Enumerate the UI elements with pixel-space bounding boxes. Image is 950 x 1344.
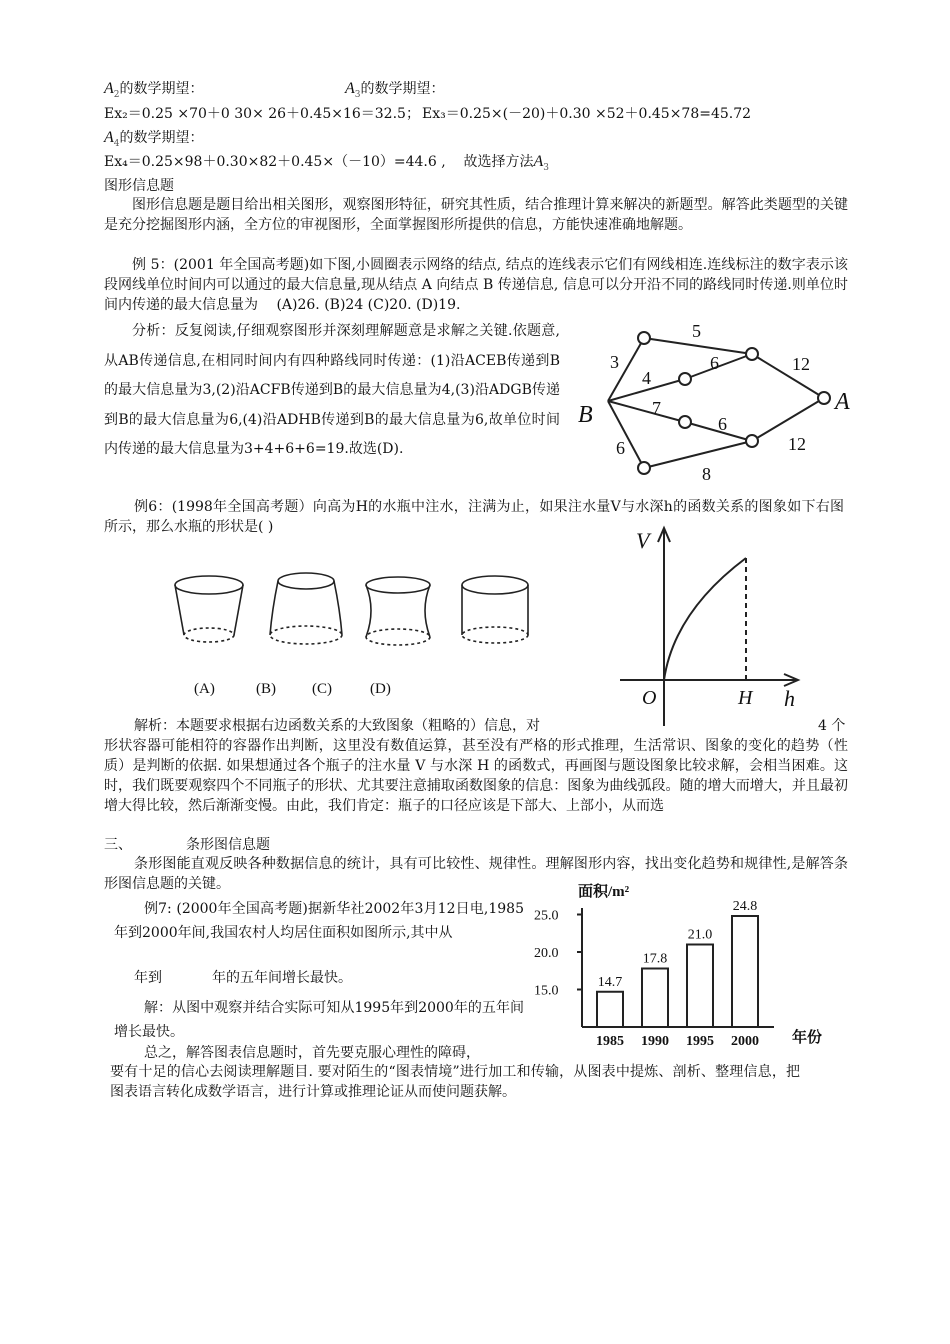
network-node	[638, 332, 650, 344]
a4-expectation-label: $A_4$的数学期望：	[104, 129, 204, 149]
bottle-options-figure	[166, 565, 546, 705]
bar-2000	[732, 916, 758, 1027]
chart-y-tick-label: 15.0	[534, 983, 559, 999]
volume-depth-graph	[610, 520, 810, 730]
network-node	[746, 435, 758, 447]
bar-value-label: 14.7	[597, 974, 623, 990]
example6-analysis: 形状容器可能相符的容器作出判断，这里没有数值运算，甚至没有严格的形式推理，生活常识、图象的变化的趋势（性质）是判断的依据. 如果想通过各个瓶子的注水量 V 与水深 H 的函数式，再画图与题设图象比较求解，会相当困难。这时，我们既要观察四个不同瓶子的形状、尤其要注意捕取函数图象的信息：图象为曲线弧段。随的增大而增大，并且最初增大得比较，然后渐渐变慢。由此，我们肯定：瓶子的口径应该是下部大、上部小，从而选	[104, 738, 848, 814]
edge-label: 6	[616, 438, 625, 458]
edge-label: 4	[642, 368, 651, 388]
graph-ylabel: V	[636, 528, 650, 553]
example6-analysis-count: 4 个	[818, 718, 846, 734]
node-label-a: A	[835, 389, 850, 415]
edge-label: 12	[788, 434, 806, 454]
node-label-b: B	[578, 402, 593, 428]
a2-expectation-label: $A_2$的数学期望：	[104, 80, 204, 100]
ex4-formula: Ex₄＝0.25×98＋0.30×82＋0.45×（－10）=44.6 , 故选择方法$A_3$	[104, 153, 550, 173]
network-node	[679, 373, 691, 385]
example7-blank-start: 年到	[134, 970, 162, 986]
chart-y-tick-label: 20.0	[534, 946, 559, 961]
ex3-formula: Ex₃＝0.25×(－20)＋0.30 ×52＋0.45×78=45.72	[422, 106, 752, 122]
chart-xlabel: 年份	[792, 1030, 823, 1046]
edge-label: 8	[702, 464, 711, 484]
edge-label: 5	[692, 321, 701, 341]
area-bar-chart	[530, 878, 840, 1053]
edge-label: 6	[718, 414, 727, 434]
bottle-a-shape	[175, 576, 243, 642]
bar-1990	[642, 969, 668, 1028]
network-diagram	[572, 318, 862, 493]
example6-question: 例6：(1998年全国高考题）向高为H的水瓶中注水，注满为止，如果注水量V与水深h的函数关系的图象如下右图所示，那么水瓶的形状是( )	[104, 499, 844, 535]
bottle-label-a: (A)	[194, 681, 215, 697]
section3-title: 条形图信息题	[186, 837, 270, 853]
edge-label: 3	[610, 352, 619, 372]
bar-category-label: 2000	[731, 1034, 759, 1049]
summary-rest: 要有十足的信心去阅读理解题目. 要对陌生的“图表情境”进行加工和传输，从图表中提炼、剖析、整理信息，把图表语言转化成数学语言，进行计算或推理论证从而使问题获解。	[110, 1064, 800, 1100]
example6-analysis-start: 解析：本题要求根据右边函数关系的大致图象（粗略的）信息，对	[134, 718, 540, 734]
bar-category-label: 1990	[641, 1034, 669, 1049]
bar-1995	[687, 945, 713, 1028]
example5-question: 例 5：(2001 年全国高考题)如下图,小圆圈表示网络的结点, 结点的连线表示它们有网线相连.连线标注的数字表示该段网线单位时间内可以通过的最大信息量,现从结点 A 向结点 B 传递信息, 信息可以分开沿不同的路线同时传递.则单位时间内传递的最大信息量为 (A)26. (B)24 (C)20. (D)19.	[104, 257, 848, 313]
section3-intro: 条形图能直观反映各种数据信息的统计，具有可比较性、规律性。理解图形内容，找出变化趋势和规律性,是解答条形图信息题的关键。	[104, 856, 848, 892]
chart-title: 面积/m²	[578, 884, 630, 900]
section-title-graphic: 图形信息题	[104, 178, 174, 194]
bottle-label-d: (D)	[370, 681, 391, 697]
network-node	[818, 392, 830, 404]
network-node	[638, 462, 650, 474]
example5-analysis: 分析：反复阅读,仔细观察图形并深刻理解题意是求解之关键.依题意,从AB传递信息,在相同时间内有四种路线同时传递：(1)沿ACEB传递到B的最大信息量为3,(2)沿ACFB传递到B的最大信息量为4,(3)沿ADGB传递到B的最大信息量为6,(4)沿ADHB传递到B的最大信息量为6,故单位时间内传递的最大信息量为3+4+6+6=19.故选(D).	[104, 323, 560, 457]
section3-number: 三、	[104, 837, 132, 853]
bar-category-label: 1985	[596, 1034, 624, 1049]
bottle-label-b: (B)	[256, 681, 276, 697]
volume-curve	[664, 558, 746, 680]
bottle-d-shape	[462, 576, 528, 643]
section2-intro: 图形信息题是题目给出相关图形，观察图形特征，研究其性质，结合推理计算来解决的新题型。解答此类题型的关键是充分挖掘图形内涵，全方位的审视图形，全面掌握图形所提供的信息，方能快速准确地解题。	[104, 197, 848, 233]
bottle-b-shape	[270, 573, 342, 644]
bottle-c-shape	[366, 577, 430, 645]
bottle-label-c: (C)	[312, 681, 332, 697]
example7-blank-end: 年的五年间增长最快。	[212, 970, 352, 986]
graph-xlabel: h	[784, 686, 795, 711]
network-node	[746, 348, 758, 360]
bar-value-label: 24.8	[732, 899, 758, 914]
bar-value-label: 21.0	[687, 927, 713, 943]
example7-question: 例7: (2000年全国高考题)据新华社2002年3月12日电,1985年到2000年间,我国农村人均居住面积如图所示,其中从	[114, 901, 524, 941]
edge-label: 7	[652, 398, 661, 418]
a3-expectation-label: $A_3$的数学期望：	[345, 80, 445, 100]
edge-label: 6	[710, 353, 719, 373]
edge-label: 12	[792, 354, 810, 374]
bar-1985	[597, 992, 623, 1027]
graph-origin: O	[642, 687, 657, 709]
bar-category-label: 1995	[686, 1034, 714, 1049]
bar-value-label: 17.8	[642, 951, 668, 967]
example7-solution: 解：从图中观察并结合实际可知从1995年到2000年的五年间增长最快。	[114, 1000, 524, 1040]
chart-y-tick-label: 25.0	[534, 908, 559, 924]
ex2-formula: Ex₂＝0.25 ×70＋0 30× 26＋0.45×16＝32.5；	[104, 106, 420, 122]
network-node	[679, 416, 691, 428]
summary-line1: 总之，解答图表信息题时，首先要克服心理性的障碍，	[144, 1045, 480, 1061]
graph-h-mark: H	[738, 687, 753, 709]
